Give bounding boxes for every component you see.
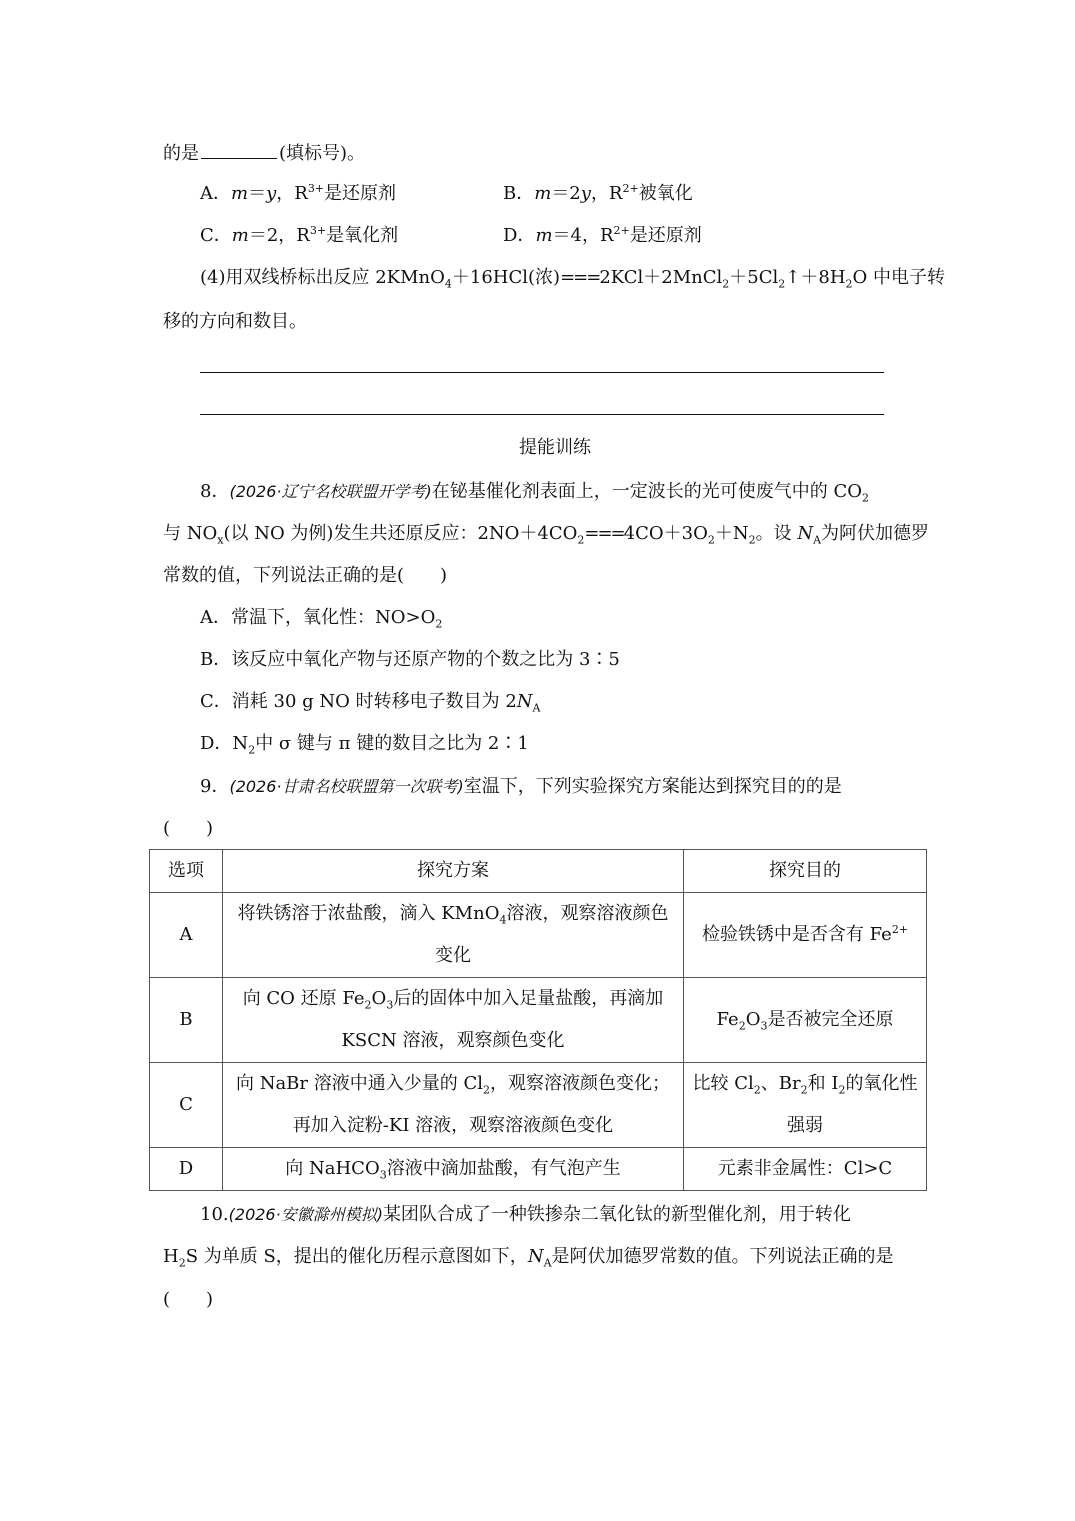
table-cell: $Fe_2O_3$是否被完全还原 (684, 978, 927, 1063)
question-number: 8． (200, 481, 230, 502)
q7-intro-suffix: (填标号)。 (279, 143, 366, 164)
question-source: (2026·甘肃名校联盟第一次联考) (229, 777, 464, 796)
table-cell: 检验铁锈中是否含有 $Fe^{2+}$ (684, 893, 927, 978)
table-cell: 向 CO 还原 $Fe_2O_3$后的固体中加入足量盐酸，再滴加 KSCN 溶液，观察颜色变化 (223, 978, 684, 1063)
q8-option-d: D．$N_2$中 σ 键与 π 键的数目之比为 2∶1 (200, 733, 529, 757)
q8-option-a: A．常温下，氧化性：$NO>O_2$ (200, 607, 443, 631)
table-cell: 元素非金属性：Cl>C (684, 1148, 927, 1191)
q10-line2: $H_2S$ 为单质 S，提出的催化历程示意图如下，$N_A$是阿伏加德罗常数的值。下列说法正确的是 (163, 1246, 894, 1270)
q8-option-c: C．消耗 30 g NO 时转移电子数目为 $2N_A$ (200, 691, 541, 715)
q7-option-d: D．m＝4，$R^{2+}$是还原剂 (503, 224, 702, 246)
table-header-row (150, 850, 927, 893)
table-cell: 将铁锈溶于浓盐酸，滴入 KMnO$_4$溶液，观察溶液颜色 变化 (223, 893, 684, 978)
table-row (150, 978, 927, 1063)
q10-line3: ( ) (163, 1289, 214, 1310)
question-number: 9． (200, 776, 230, 797)
q8-line1: 8．(2026·辽宁名校联盟开学考)在铋基催化剂表面上，一定波长的光可使废气中的 $CO_2$ (200, 481, 869, 505)
section-title: 提能训练 (519, 437, 591, 458)
table-cell: B (150, 978, 223, 1063)
q10-line1: 10.(2026·安徽滁州模拟)某团队合成了一种铁掺杂二氧化钛的新型催化剂，用于转化 (200, 1204, 851, 1225)
table-cell: C (150, 1063, 223, 1148)
q9-line1: 9．(2026·甘肃名校联盟第一次联考)室温下，下列实验探究方案能达到探究目的的是 (200, 776, 842, 797)
answer-line[interactable] (200, 372, 884, 373)
experiment-table (149, 849, 927, 1191)
table-cell: 向 NaBr 溶液中通入少量的 $Cl_2$，观察溶液颜色变化； 再加入淀粉-KI 溶液，观察溶液颜色变化 (223, 1063, 684, 1148)
table-header: 选项 (150, 850, 223, 893)
table-header: 探究目的 (684, 850, 927, 893)
question-number: 10. (200, 1204, 229, 1225)
table-cell: 向 NaHCO$_3$溶液中滴加盐酸，有气泡产生 (223, 1148, 684, 1191)
table-header: 探究方案 (223, 850, 684, 893)
q7-option-b: B．m＝2y，$R^{2+}$被氧化 (503, 182, 693, 204)
question-source: (2026·安徽滁州模拟) (228, 1205, 383, 1224)
q9-line2: ( ) (163, 818, 214, 839)
q8-line2: 与 $NO_x$(以 NO 为例)发生共还原反应：$2NO+4CO_2===4CO+3O_2+N_2$。设 $N_A$为阿伏加德罗 (163, 523, 930, 547)
table-cell: A (150, 893, 223, 978)
q8-option-b: B．该反应中氧化产物与还原产物的个数之比为 3∶5 (200, 649, 620, 670)
q8-line3: 常数的值，下列说法正确的是( ) (163, 565, 448, 586)
question-source: (2026·辽宁名校联盟开学考) (229, 482, 432, 501)
table-cell: 比较 $Cl_2$、$Br_2$和 $I_2$的氧化性 强弱 (684, 1063, 927, 1148)
table-cell: D (150, 1148, 223, 1191)
q7-intro-prefix: 的是 (163, 143, 199, 164)
answer-blank[interactable] (201, 140, 277, 159)
answer-line[interactable] (200, 414, 884, 415)
q7-part4-line1: (4)用双线桥标出反应 2KMnO$_4$＋16HCl(浓)$===2KCl+2MnCl_2+5Cl_2↑+8H_2O$ 中电子转 (200, 267, 945, 291)
q7-part4-line2: 移的方向和数目。 (163, 311, 307, 332)
q7-intro-line (163, 140, 365, 166)
q7-option-a: A．m＝y，$R^{3+}$是还原剂 (200, 182, 397, 204)
q7-option-c: C．m＝2，$R^{3+}$是氧化剂 (200, 224, 399, 246)
table-row (150, 1148, 927, 1191)
table-row (150, 1063, 927, 1148)
table-row (150, 893, 927, 978)
